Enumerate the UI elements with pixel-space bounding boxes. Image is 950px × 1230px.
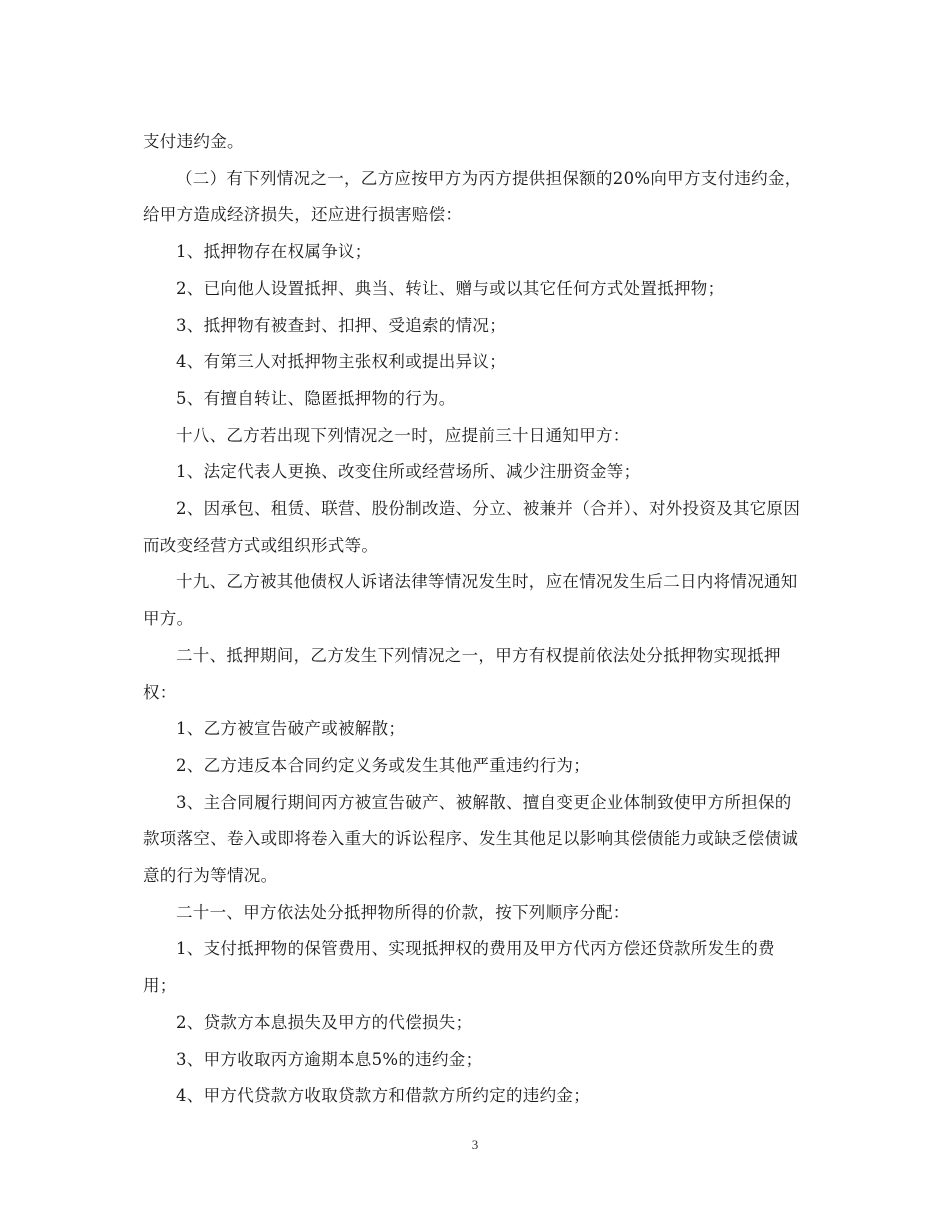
- paragraph-13: 1、乙方被宣告破产或被解散；: [176, 719, 406, 739]
- paragraph-14: 2、乙方违反本合同约定义务或发生其他严重违约行为；: [176, 755, 590, 775]
- page-number: 3: [471, 1137, 479, 1152]
- paragraph-12: 二十、抵押期间，乙方发生下列情况之一，甲方有权提前依法处分抵押物实现抵押权：: [143, 645, 781, 702]
- paragraph-20: 4、甲方代贷款方收取贷款方和借款方所约定的违约金；: [176, 1086, 590, 1106]
- paragraph-1: 支付违约金。: [143, 132, 244, 151]
- paragraph-9: 1、法定代表人更换、改变住所或经营场所、减少注册资金等；: [176, 462, 641, 482]
- document-body: [143, 124, 807, 1115]
- paragraph-19: 3、甲方收取丙方逾期本息5%的违约金；: [176, 1049, 483, 1069]
- paragraph-3: 1、抵押物存在权属争议；: [176, 242, 372, 262]
- paragraph-16: 二十一、甲方依法处分抵押物所得的价款，按下列顺序分配：: [176, 902, 630, 922]
- paragraph-4: 2、已向他人设置抵押、典当、转让、赠与或以其它任何方式处置抵押物；: [176, 278, 725, 298]
- paragraph-15: 3、主合同履行期间丙方被宣告破产、被解散、擅自变更企业体制致使甲方所担保的款项落空、卷入或即将卷入重大的诉讼程序、发生其他足以影响其偿债能力或缺乏偿债诚意的行为等情况。: [143, 792, 799, 886]
- paragraph-5: 3、抵押物有被查封、扣押、受追索的情况；: [176, 315, 506, 335]
- paragraph-8: 十八、乙方若出现下列情况之一时，应提前三十日通知甲方：: [176, 425, 630, 445]
- paragraph-17: 1、支付抵押物的保管费用、实现抵押权的费用及甲方代丙方偿还贷款所发生的费用；: [143, 939, 775, 996]
- paragraph-7: 5、有擅自转让、隐匿抵押物的行为。: [176, 388, 456, 408]
- paragraph-18: 2、贷款方本息损失及甲方的代偿损失；: [176, 1012, 473, 1032]
- paragraph-10: 2、因承包、租赁、联营、股份制改造、分立、被兼并（合并）、对外投资及其它原因而改变经营方式或组织形式等。: [143, 499, 801, 555]
- paragraph-11: 十九、乙方被其他债权人诉诸法律等情况发生时，应在情况发生后二日内将情况通知甲方。: [143, 572, 798, 629]
- paragraph-6: 4、有第三人对抵押物主张权利或提出异议；: [176, 352, 506, 372]
- paragraph-2: （二）有下列情况之一，乙方应按甲方为丙方提供担保额的20%向甲方支付违约金，给甲方造成经济损失，还应进行损害赔偿：: [143, 168, 802, 225]
